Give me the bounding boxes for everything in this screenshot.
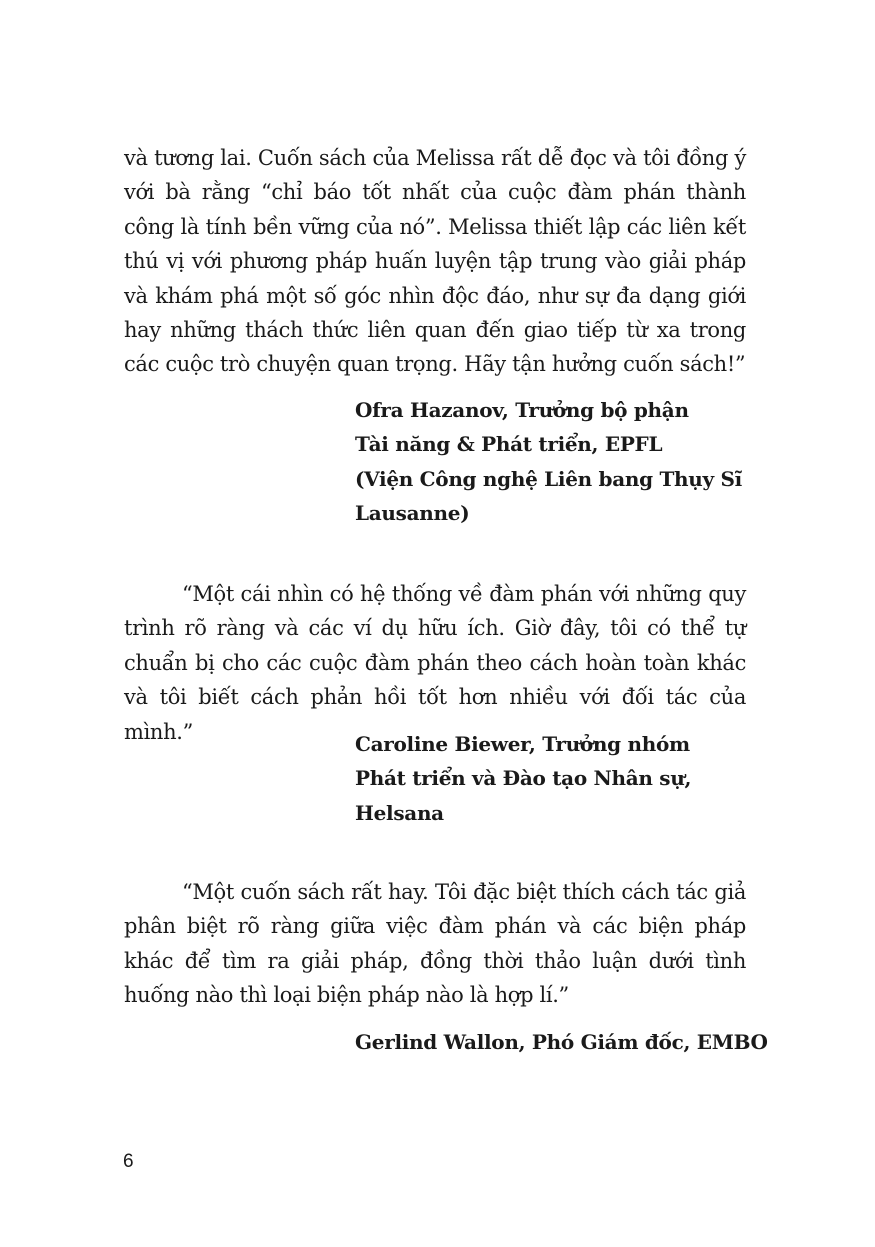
page-number: 6 bbox=[123, 1151, 134, 1172]
attribution-line: Gerlind Wallon, Phó Giám đốc, EMBO bbox=[355, 1030, 768, 1054]
quote-2-text: “Một cái nhìn có hệ thống về đàm phán với những quy trình rõ ràng và các ví dụ hữu ích. Giờ đây, tôi có thể tự chuẩn bị cho các cuộc đàm phán theo cách hoàn toàn khác và tôi biết cách phản hồi tốt hơn nhiều với đối tác của mình.” bbox=[124, 582, 746, 744]
attribution-line: Lausanne) bbox=[355, 500, 470, 525]
attribution-line: Ofra Hazanov, Trưởng bộ phận bbox=[355, 398, 689, 422]
attribution-line: Helsana bbox=[355, 800, 444, 825]
quote-1-attribution bbox=[355, 393, 755, 530]
quote-3-attribution bbox=[355, 1025, 768, 1059]
attribution-line: (Viện Công nghệ Liên bang Thụy Sĩ bbox=[355, 466, 742, 491]
quote-3-text: “Một cuốn sách rất hay. Tôi đặc biệt thích cách tác giả phân biệt rõ ràng giữa việc đàm phán và các biện pháp khác để tìm ra giải pháp, đồng thời thảo luận dưới tình huống nào thì loại biện pháp nào là hợp lí.” bbox=[124, 880, 746, 1008]
quote-1-text: và tương lai. Cuốn sách của Melissa rất dễ đọc và tôi đồng ý với bà rằng “chỉ báo tốt nhất của cuộc đàm phán thành công là tính bền vững của nó”. Melissa thiết lập các liên kết thú vị với phương pháp huấn luyện tập trung vào giải pháp và khám phá một số góc nhìn độc đáo, như sự đa dạng giới hay những thách thức liên quan đến giao tiếp từ xa trong các cuộc trò chuyện quan trọng. Hãy tận hưởng cuốn sách!” bbox=[124, 146, 746, 377]
attribution-line: Tài năng & Phát triển, EPFL bbox=[355, 432, 663, 457]
attribution-line: Caroline Biewer, Trưởng nhóm bbox=[355, 732, 690, 756]
attribution-line: Phát triển và Đào tạo Nhân sự, bbox=[355, 766, 692, 791]
quote-2-attribution bbox=[355, 727, 755, 830]
